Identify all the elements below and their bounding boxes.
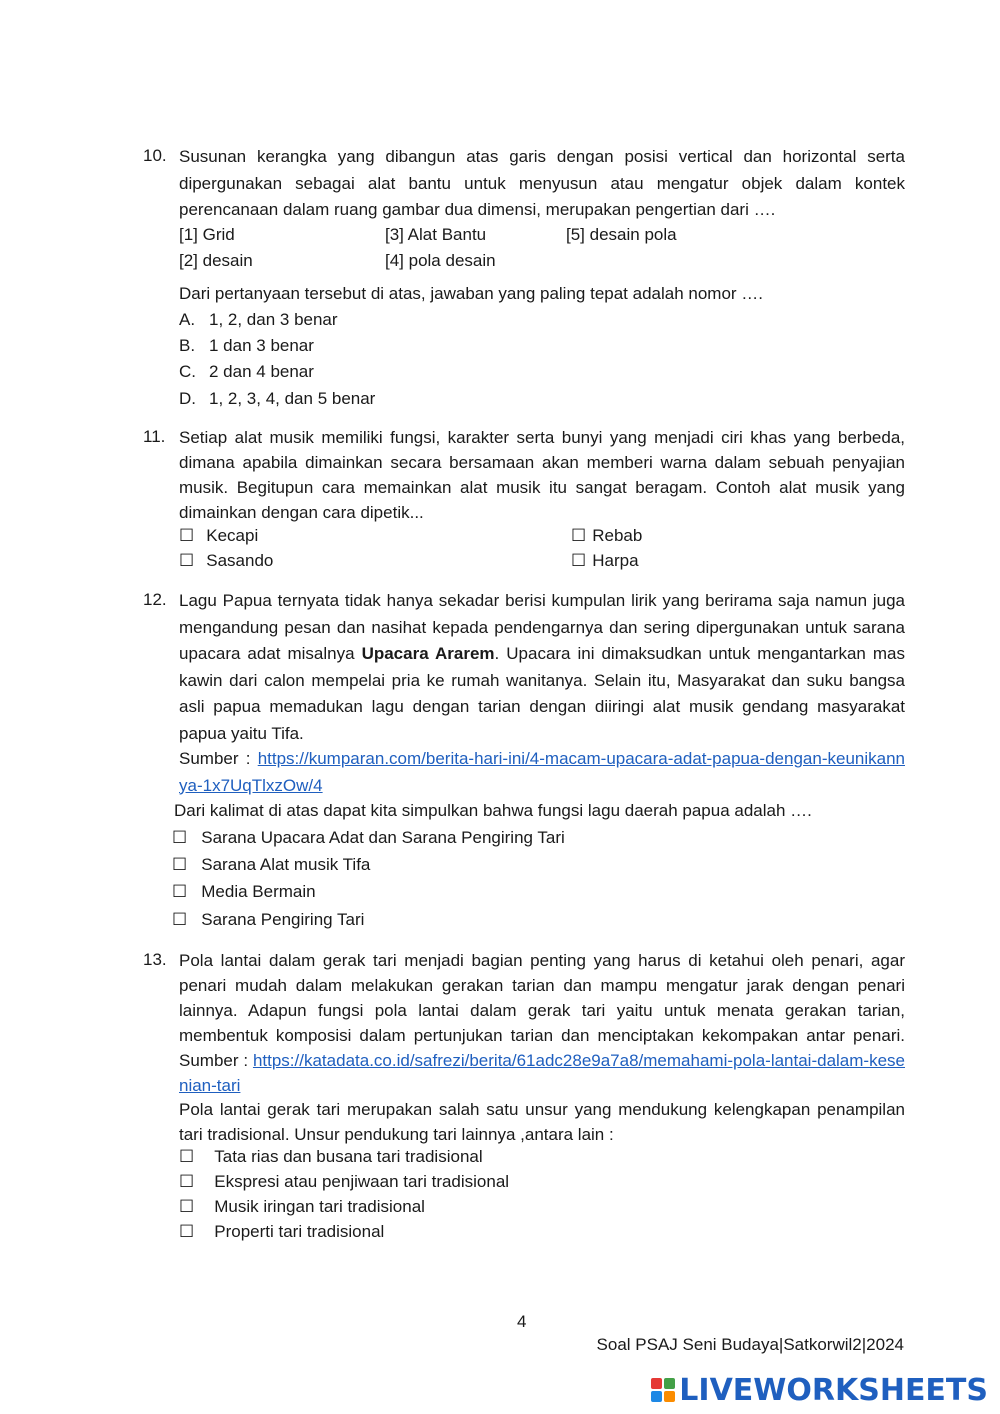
liveworksheets-logo[interactable] (651, 1373, 988, 1407)
q11-number: 11. (143, 427, 166, 446)
q12-prompt: Dari kalimat di atas dapat kita simpulkan bahwa fungsi lagu daerah papua adalah …. (174, 801, 812, 820)
option-text: Ekspresi atau penjiwaan tari tradisional (214, 1172, 510, 1191)
source-label: Sumber : (179, 1051, 253, 1070)
option-text: Tata rias dan busana tari tradisional (214, 1147, 483, 1166)
q11-text: Setiap alat musik memiliki fungsi, karakter serta bunyi yang menjadi ciri khas yang berbeda, dimana apabila dimainkan secara bersamaan akan memberi warna dalam sebuah penyajian musik. Begitupun cara memainkan alat musik itu sangat beragam. Contoh alat musik yang dimainkan dengan cara dipetik... (179, 428, 905, 522)
q11-option[interactable] (571, 526, 642, 546)
q10-option-c[interactable] (179, 362, 314, 382)
q13-number: 13. (143, 950, 167, 969)
q13-option[interactable] (179, 1197, 425, 1217)
option-text: Rebab (592, 526, 643, 545)
checkbox-icon[interactable]: ☐ (179, 1222, 195, 1241)
page-number: 4 (517, 1312, 527, 1331)
option-text: Sarana Pengiring Tari (201, 910, 365, 929)
q12-text-after: . Upacara ini dimaksudkan untuk mengantarkan mas kawin dari calon mempelai pria ke rumah wanitanya. Selain itu, Masyarakat dan suku bangsa asli papua memadukan lagu dengan tarian dengan diiringi alat musik gendang masyarakat papua yaitu Tifa. (179, 644, 905, 743)
option-text: Sasando (206, 551, 274, 570)
q10-text: Susunan kerangka yang dibangun atas garis dengan posisi vertical dan horizontal serta dipergunakan sebagai alat bantu untuk menyusun atau mengatur objek dalam kontek perencanaan dalam ruang gambar dua dimensi, merupakan pengertian dari …. (179, 147, 905, 219)
q12-option[interactable] (172, 855, 370, 875)
q10-item: [4] pola desain (385, 251, 496, 270)
checkbox-icon[interactable]: ☐ (571, 551, 587, 570)
checkbox-icon[interactable]: ☐ (179, 1172, 195, 1191)
logo-icon (651, 1378, 675, 1402)
option-text: Sarana Upacara Adat dan Sarana Pengiring Tari (201, 828, 565, 847)
option-text: Kecapi (206, 526, 259, 545)
option-letter: C. (179, 362, 196, 381)
option-text: Musik iringan tari tradisional (214, 1197, 425, 1216)
checkbox-icon[interactable]: ☐ (172, 882, 188, 901)
logo-cell (664, 1391, 675, 1402)
brand-name: LIVEWORKSHEETS (679, 1372, 988, 1408)
q12-text-before: Lagu Papua ternyata tidak hanya sekadar berisi kumpulan lirik yang berirama saja namun juga mengandung pesan dan nasihat kepada pendengarnya dan sering dipergunakan untuk sarana upacara adat misalnya (179, 591, 905, 663)
source-link[interactable]: https://kumparan.com/berita-hari-ini/4-macam-upacara-adat-papua-dengan-keunikannya-1x7UqTlxzOw/4 (179, 749, 905, 795)
q13-text (179, 948, 905, 1098)
q10-item: [3] Alat Bantu (385, 225, 487, 244)
q10-item: [5] desain pola (566, 225, 677, 244)
logo-cell (664, 1378, 675, 1389)
q11-option[interactable] (179, 551, 273, 571)
q10-item: [1] Grid (179, 225, 235, 244)
checkbox-icon[interactable]: ☐ (179, 526, 195, 545)
q10-option-d[interactable] (179, 389, 375, 409)
q10-item: [2] desain (179, 251, 253, 270)
option-letter: A. (179, 310, 196, 329)
source-label: Sumber : (179, 749, 258, 768)
q12-text (179, 588, 905, 747)
q13-option[interactable] (179, 1172, 509, 1192)
q13-option[interactable] (179, 1147, 483, 1167)
source-link[interactable]: https://katadata.co.id/safrezi/berita/61adc28e9a7a8/memahami-pola-lantai-dalam-kesenian-tari (179, 1051, 905, 1095)
q13-text-main: Pola lantai dalam gerak tari menjadi bagian penting yang harus di ketahui oleh penari, agar penari mudah dalam melakukan gerakan tarian dan mampu mengatur jarak dengan penari lainnya. Adapun fungsi pola lantai dalam gerak tari yaitu untuk menata gerakan tarian, membentuk komposisi dalam pertunjukan tarian dan menciptakan kekompakan antar penari. (179, 951, 905, 1045)
q11-option[interactable] (179, 526, 258, 546)
option-text: 2 dan 4 benar (209, 362, 314, 381)
option-letter: D. (179, 389, 196, 408)
checkbox-icon[interactable]: ☐ (179, 1197, 195, 1216)
logo-cell (651, 1378, 662, 1389)
q10-option-a[interactable] (179, 310, 338, 330)
checkbox-icon[interactable]: ☐ (179, 1147, 195, 1166)
q12-option[interactable] (172, 882, 316, 902)
q11-option[interactable] (571, 551, 639, 571)
option-text: 1 dan 3 benar (209, 336, 314, 355)
option-text: Media Bermain (201, 882, 316, 901)
checkbox-icon[interactable]: ☐ (571, 526, 587, 545)
option-text: Harpa (592, 551, 639, 570)
q10-prompt: Dari pertanyaan tersebut di atas, jawaban yang paling tepat adalah nomor …. (179, 284, 764, 303)
checkbox-icon[interactable]: ☐ (172, 828, 188, 847)
checkbox-icon[interactable]: ☐ (179, 551, 195, 570)
checkbox-icon[interactable]: ☐ (172, 855, 188, 874)
option-text: Sarana Alat musik Tifa (201, 855, 371, 874)
option-text: 1, 2, 3, 4, dan 5 benar (209, 389, 376, 408)
option-letter: B. (179, 336, 196, 355)
q12-number: 12. (143, 590, 167, 609)
q12-option[interactable] (172, 828, 565, 848)
q10-option-b[interactable] (179, 336, 314, 356)
q12-text-bold: Upacara Ararem (361, 644, 495, 663)
q13-text2: Pola lantai gerak tari merupakan salah satu unsur yang mendukung kelengkapan penampilan tari tradisional. Unsur pendukung tari lainnya ,antara lain : (179, 1100, 905, 1144)
q12-option[interactable] (172, 910, 364, 930)
option-text: Properti tari tradisional (214, 1222, 385, 1241)
q12-source (179, 746, 905, 799)
option-text: 1, 2, dan 3 benar (209, 310, 338, 329)
footer-label: Soal PSAJ Seni Budaya|Satkorwil2|2024 (596, 1335, 904, 1354)
checkbox-icon[interactable]: ☐ (172, 910, 188, 929)
q10-number: 10. (143, 146, 167, 165)
logo-cell (651, 1391, 662, 1402)
q13-option[interactable] (179, 1222, 384, 1242)
